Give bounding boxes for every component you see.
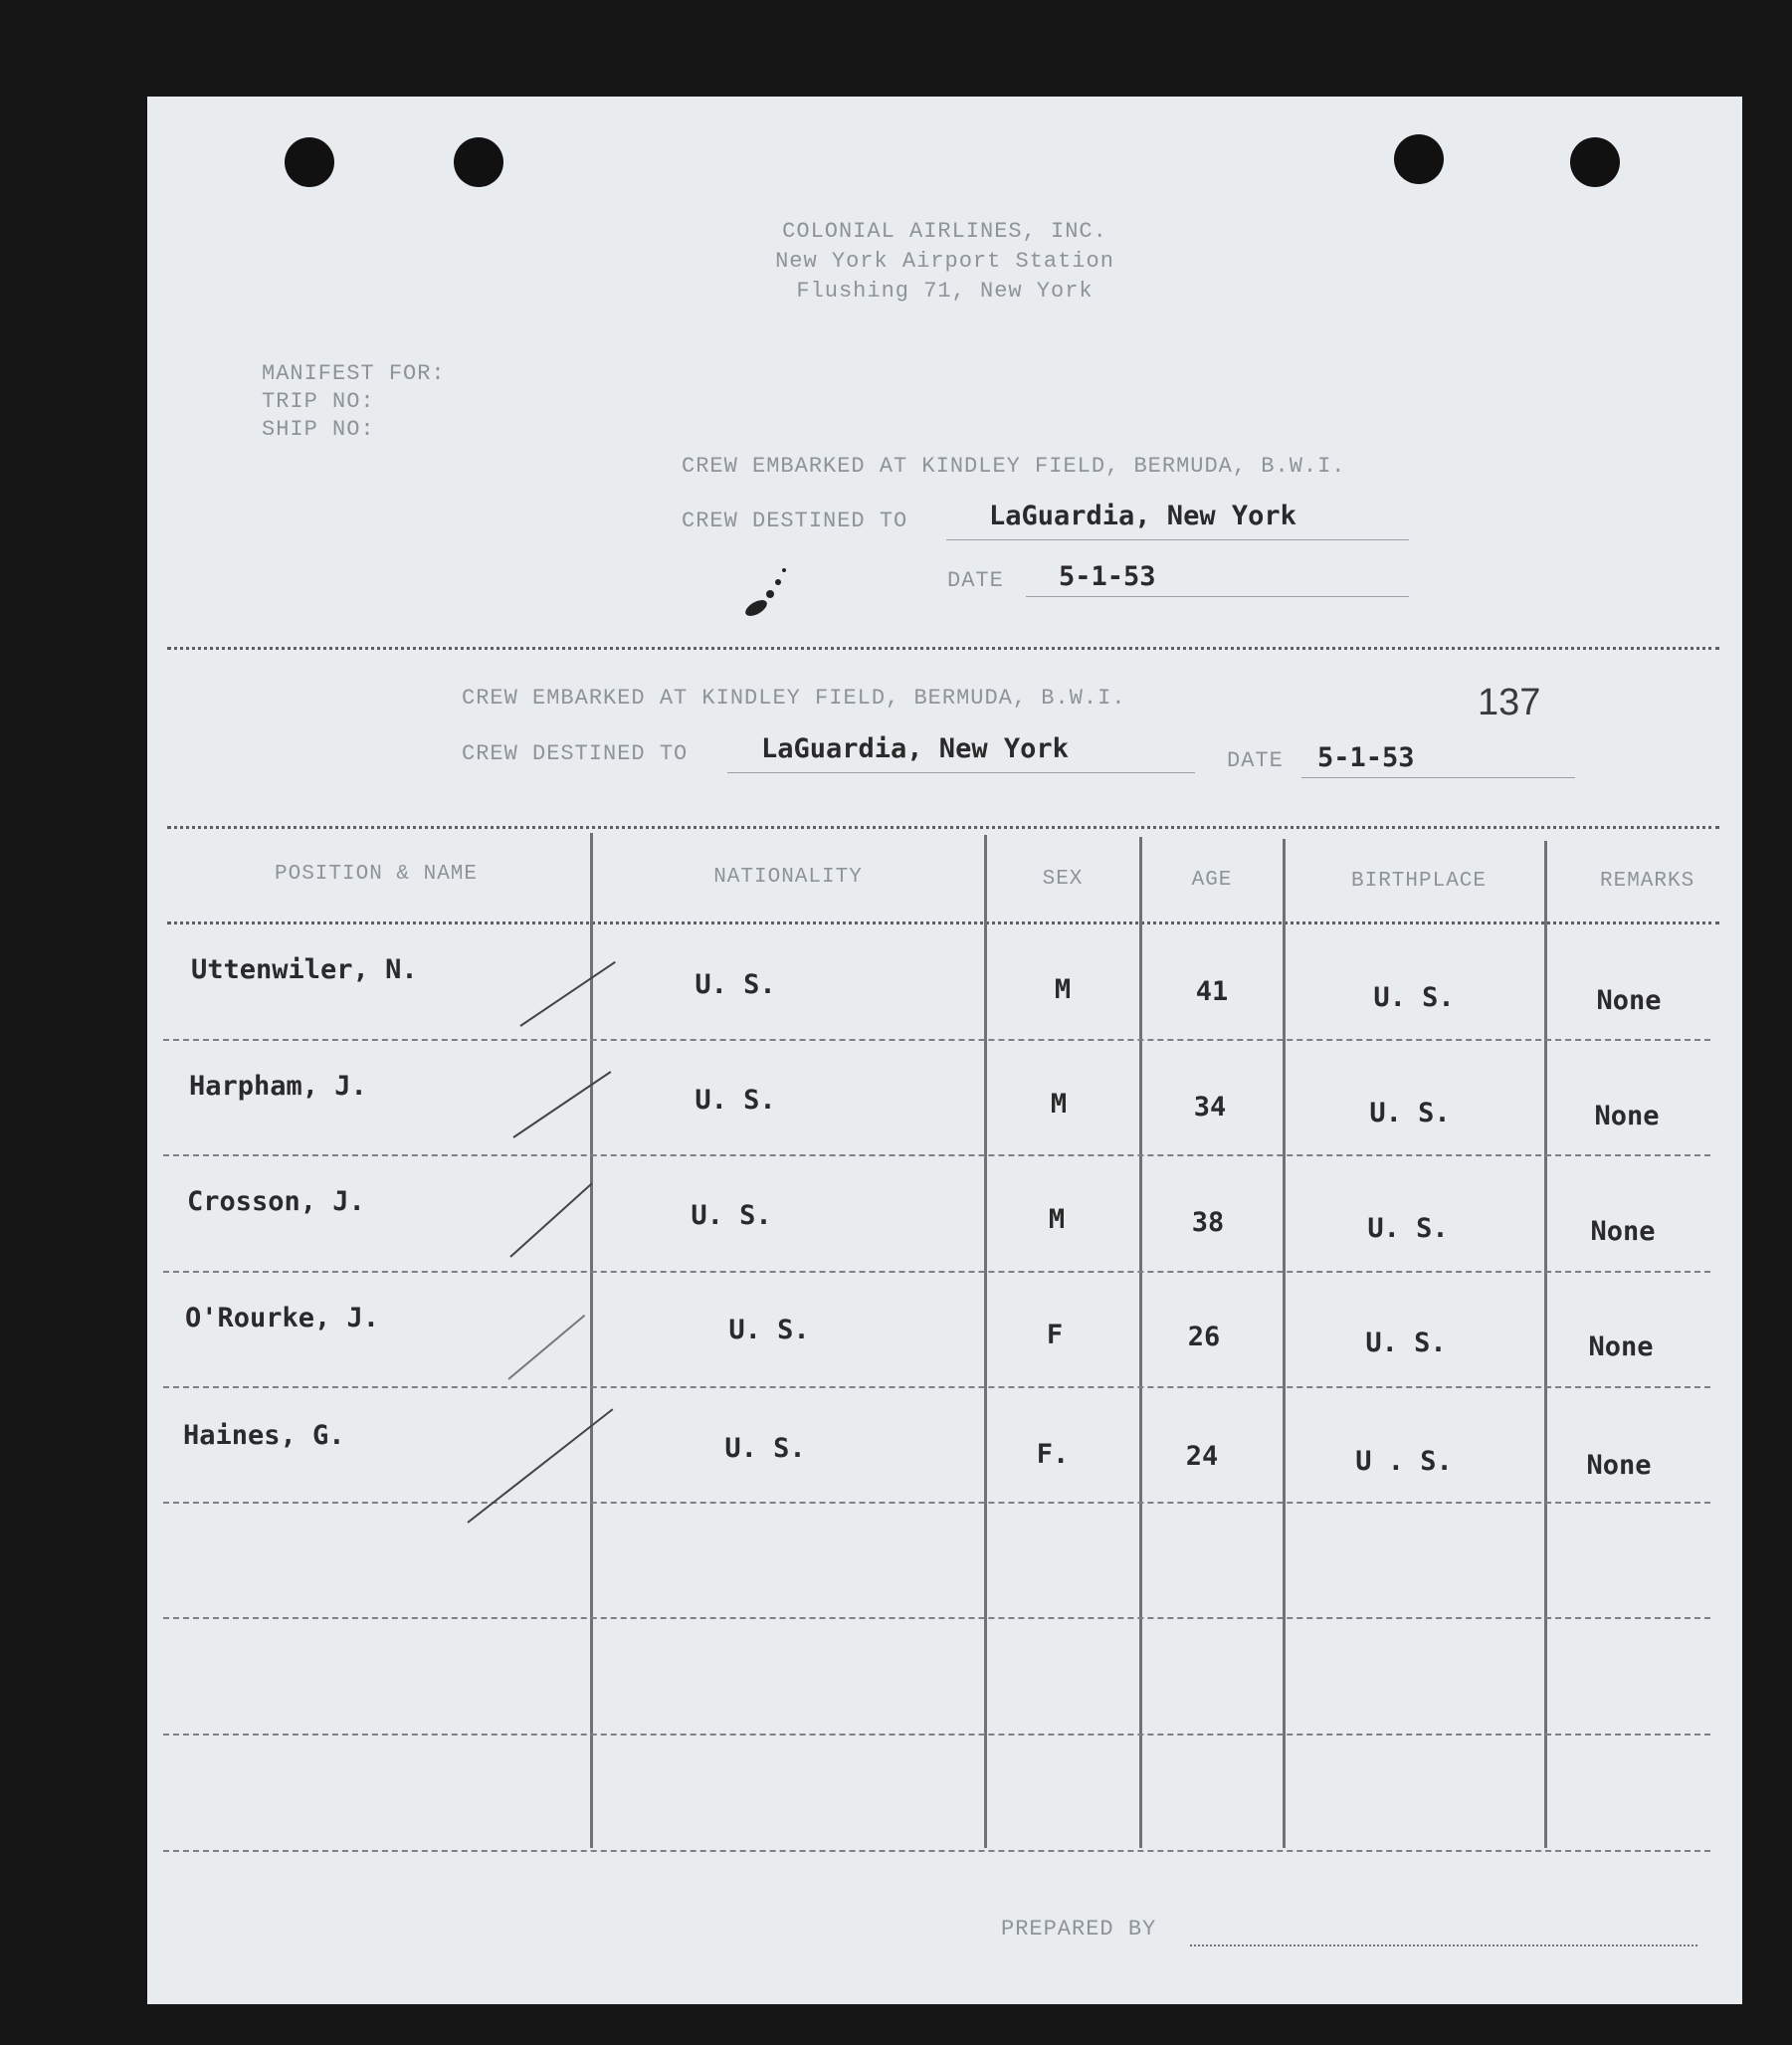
header-sex: SEX xyxy=(1042,868,1084,891)
prepared-by-underline xyxy=(1190,1944,1697,1946)
row-divider xyxy=(163,1386,1710,1388)
crew-sex: M xyxy=(1054,974,1072,1005)
punch-hole-icon xyxy=(454,137,503,187)
table-top-border xyxy=(167,826,1719,829)
crew-sex: M xyxy=(1048,1204,1066,1235)
crew-remarks: None xyxy=(1596,985,1662,1016)
crew-sex: F. xyxy=(1036,1439,1070,1470)
crew-name: O'Rourke, J. xyxy=(185,1303,380,1333)
row-divider xyxy=(163,1271,1710,1273)
crew-nationality: U. S. xyxy=(695,1085,776,1116)
manifest-for-label: MANIFEST FOR: xyxy=(262,361,446,386)
row-divider xyxy=(163,1154,1710,1156)
upper-date-underline xyxy=(1026,596,1409,597)
row-divider xyxy=(163,1039,1710,1041)
upper-embarked-label: CREW EMBARKED AT KINDLEY FIELD, BERMUDA, B.W.I. xyxy=(682,454,1346,479)
table-bottom-border xyxy=(163,1850,1710,1852)
manifest-page xyxy=(147,97,1742,2004)
crew-remarks: None xyxy=(1590,1216,1656,1247)
crew-remarks: None xyxy=(1588,1331,1654,1362)
company-station: New York Airport Station xyxy=(775,249,1114,274)
lower-destined-underline xyxy=(727,772,1195,773)
crew-sex: F xyxy=(1046,1320,1064,1350)
crew-nationality: U. S. xyxy=(691,1200,772,1231)
header-bottom-border xyxy=(167,921,1719,924)
crew-nationality: U. S. xyxy=(724,1433,806,1464)
row-divider xyxy=(163,1502,1710,1504)
form-divider xyxy=(167,647,1719,650)
lower-embarked-label: CREW EMBARKED AT KINDLEY FIELD, BERMUDA, B.W.I. xyxy=(462,686,1126,711)
check-mark-icon xyxy=(509,1183,592,1258)
crew-birthplace: U. S. xyxy=(1365,1328,1447,1358)
header-remarks: REMARKS xyxy=(1600,870,1695,893)
row-divider xyxy=(163,1734,1710,1736)
upper-date-value: 5-1-53 xyxy=(1059,561,1156,592)
header-position-name: POSITION & NAME xyxy=(274,863,479,886)
company-address: Flushing 71, New York xyxy=(796,279,1094,304)
crew-age: 41 xyxy=(1195,976,1229,1007)
lower-destined-label: CREW DESTINED TO xyxy=(462,741,689,766)
punch-hole-icon xyxy=(285,137,334,187)
punch-hole-icon xyxy=(1394,134,1444,184)
trip-no-label: TRIP NO: xyxy=(262,389,375,414)
upper-destined-underline xyxy=(946,539,1409,540)
crew-name: Harpham, J. xyxy=(189,1071,367,1102)
ship-no-label: SHIP NO: xyxy=(262,417,375,442)
header-age: AGE xyxy=(1191,869,1233,892)
crew-sex: M xyxy=(1050,1089,1068,1120)
lower-destined-value: LaGuardia, New York xyxy=(761,733,1069,764)
crew-birthplace: U. S. xyxy=(1373,982,1455,1013)
crew-age: 38 xyxy=(1191,1207,1225,1238)
crew-name: Haines, G. xyxy=(183,1420,345,1451)
prepared-by-label: PREPARED BY xyxy=(1001,1917,1157,1942)
upper-destined-value: LaGuardia, New York xyxy=(989,501,1296,531)
crew-birthplace: U. S. xyxy=(1367,1213,1449,1244)
crew-name: Uttenwiler, N. xyxy=(191,954,418,985)
company-name: COLONIAL AIRLINES, INC. xyxy=(782,219,1107,244)
header-nationality: NATIONALITY xyxy=(713,866,863,889)
crew-birthplace: U. S. xyxy=(1369,1098,1451,1128)
crew-age: 24 xyxy=(1185,1441,1219,1472)
upper-destined-label: CREW DESTINED TO xyxy=(682,509,908,533)
crew-remarks: None xyxy=(1594,1101,1660,1131)
crew-nationality: U. S. xyxy=(695,969,776,1000)
row-divider xyxy=(163,1617,1710,1619)
crew-name: Crosson, J. xyxy=(187,1186,365,1217)
lower-date-underline xyxy=(1301,777,1575,778)
upper-date-label: DATE xyxy=(947,568,1004,593)
crew-birthplace: U . S. xyxy=(1355,1446,1453,1477)
crew-nationality: U. S. xyxy=(728,1315,810,1345)
crew-age: 26 xyxy=(1187,1322,1221,1352)
header-birthplace: BIRTHPLACE xyxy=(1350,870,1488,893)
crew-remarks: None xyxy=(1586,1450,1652,1481)
lower-date-label: DATE xyxy=(1227,748,1284,773)
check-mark-icon xyxy=(507,1315,585,1380)
punch-hole-icon xyxy=(1570,137,1620,187)
ink-splotch-icon xyxy=(734,564,794,624)
lower-date-value: 5-1-53 xyxy=(1317,742,1415,773)
crew-age: 34 xyxy=(1193,1092,1227,1123)
page-number: 137 xyxy=(1478,682,1541,723)
